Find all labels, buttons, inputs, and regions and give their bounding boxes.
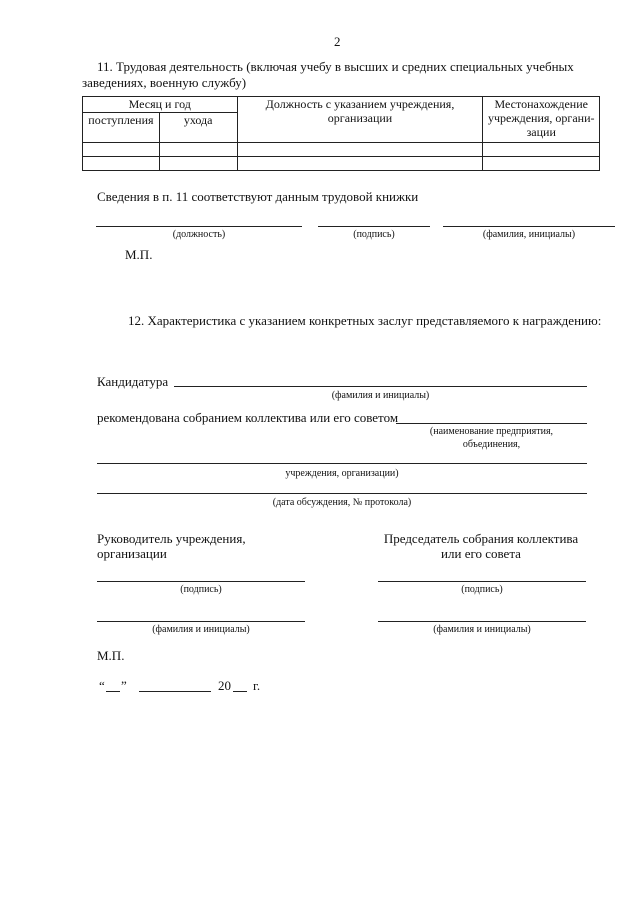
table-cell[interactable] — [83, 157, 160, 171]
org-caption-line1: (наименование предприятия, — [429, 426, 554, 437]
org-caption-line2: объединения, — [462, 439, 521, 450]
organization-line[interactable] — [396, 423, 587, 424]
position-line[interactable] — [96, 226, 302, 227]
section-11-title-line2: заведениях, военную службу) — [82, 75, 247, 90]
discussion-date-caption: (дата обсуждения, № протокола) — [272, 497, 412, 508]
work-book-confirmation: Сведения в п. 11 соответствуют данным трудовой книжки — [97, 189, 419, 204]
table-cell[interactable] — [483, 143, 600, 157]
org-caption-line3: учреждения, организации) — [285, 468, 399, 479]
date-quote-close: ” — [121, 678, 127, 693]
position-caption: (должность) — [172, 229, 226, 240]
section-12-title: 12. Характеристика с указанием конкретных заслуг представляемого к награждению: — [128, 313, 602, 328]
table-cell[interactable] — [483, 157, 600, 171]
table-row — [83, 143, 600, 157]
year-line[interactable] — [233, 691, 247, 692]
candidate-caption: (фамилия и инициалы) — [331, 390, 430, 401]
table-cell[interactable] — [237, 157, 483, 171]
stamp-label-2: М.П. — [97, 648, 125, 663]
work-history-table — [82, 96, 600, 171]
chair-title-line1: Председатель собрания коллектива — [383, 531, 579, 546]
candidate-line[interactable] — [174, 386, 587, 387]
head-title-line2: организации — [97, 546, 167, 561]
table-cell[interactable] — [83, 143, 160, 157]
col-location-header — [483, 97, 600, 143]
candidate-label: Кандидатура — [97, 374, 169, 389]
name-line[interactable] — [443, 226, 615, 227]
table-cell[interactable] — [237, 143, 483, 157]
year-suffix: г. — [253, 678, 261, 693]
signature-caption: (подпись) — [353, 229, 395, 240]
date-quote-open: “ — [99, 678, 105, 693]
day-line[interactable] — [106, 691, 120, 692]
stamp-label: М.П. — [125, 247, 153, 262]
page-number: 2 — [334, 34, 341, 49]
table-row — [83, 157, 600, 171]
col-start-header: поступления — [83, 113, 160, 143]
recommended-label: рекомендована собранием коллектива или его советом — [97, 410, 399, 425]
head-title-line1: Руководитель учреждения, — [97, 531, 246, 546]
chair-signature-line[interactable] — [378, 581, 586, 582]
name-caption: (фамилия, инициалы) — [482, 229, 576, 240]
table-cell[interactable] — [159, 143, 237, 157]
chair-title-line2: или его совета — [441, 546, 521, 561]
col-position-line2: организации — [327, 111, 393, 125]
month-line[interactable] — [139, 691, 211, 692]
head-signature-caption: (подпись) — [180, 584, 222, 595]
col-location-line2: учреждения, органи- — [487, 111, 595, 125]
chair-name-line[interactable] — [378, 621, 586, 622]
discussion-date-line[interactable] — [97, 493, 587, 494]
table-cell[interactable] — [159, 157, 237, 171]
signature-line[interactable] — [318, 226, 430, 227]
year-prefix: 20 — [218, 678, 231, 693]
head-name-line[interactable] — [97, 621, 305, 622]
head-signature-line[interactable] — [97, 581, 305, 582]
chair-signature-caption: (подпись) — [461, 584, 503, 595]
col-location-line1: Местонахождение — [494, 97, 588, 111]
col-location-line3: зации — [526, 125, 556, 139]
head-name-caption: (фамилия и инициалы) — [152, 624, 250, 635]
col-position-header — [237, 97, 483, 143]
col-end-header: ухода — [159, 113, 237, 143]
section-11-title-line1: 11. Трудовая деятельность (включая учебу в высших и средних специальных учебных — [97, 59, 574, 74]
organization-line-2[interactable] — [97, 463, 587, 464]
col-position-line1: Должность с указанием учреждения, — [265, 97, 455, 111]
chair-name-caption: (фамилия и инициалы) — [433, 624, 531, 635]
col-month-year-header: Месяц и год — [83, 97, 238, 113]
